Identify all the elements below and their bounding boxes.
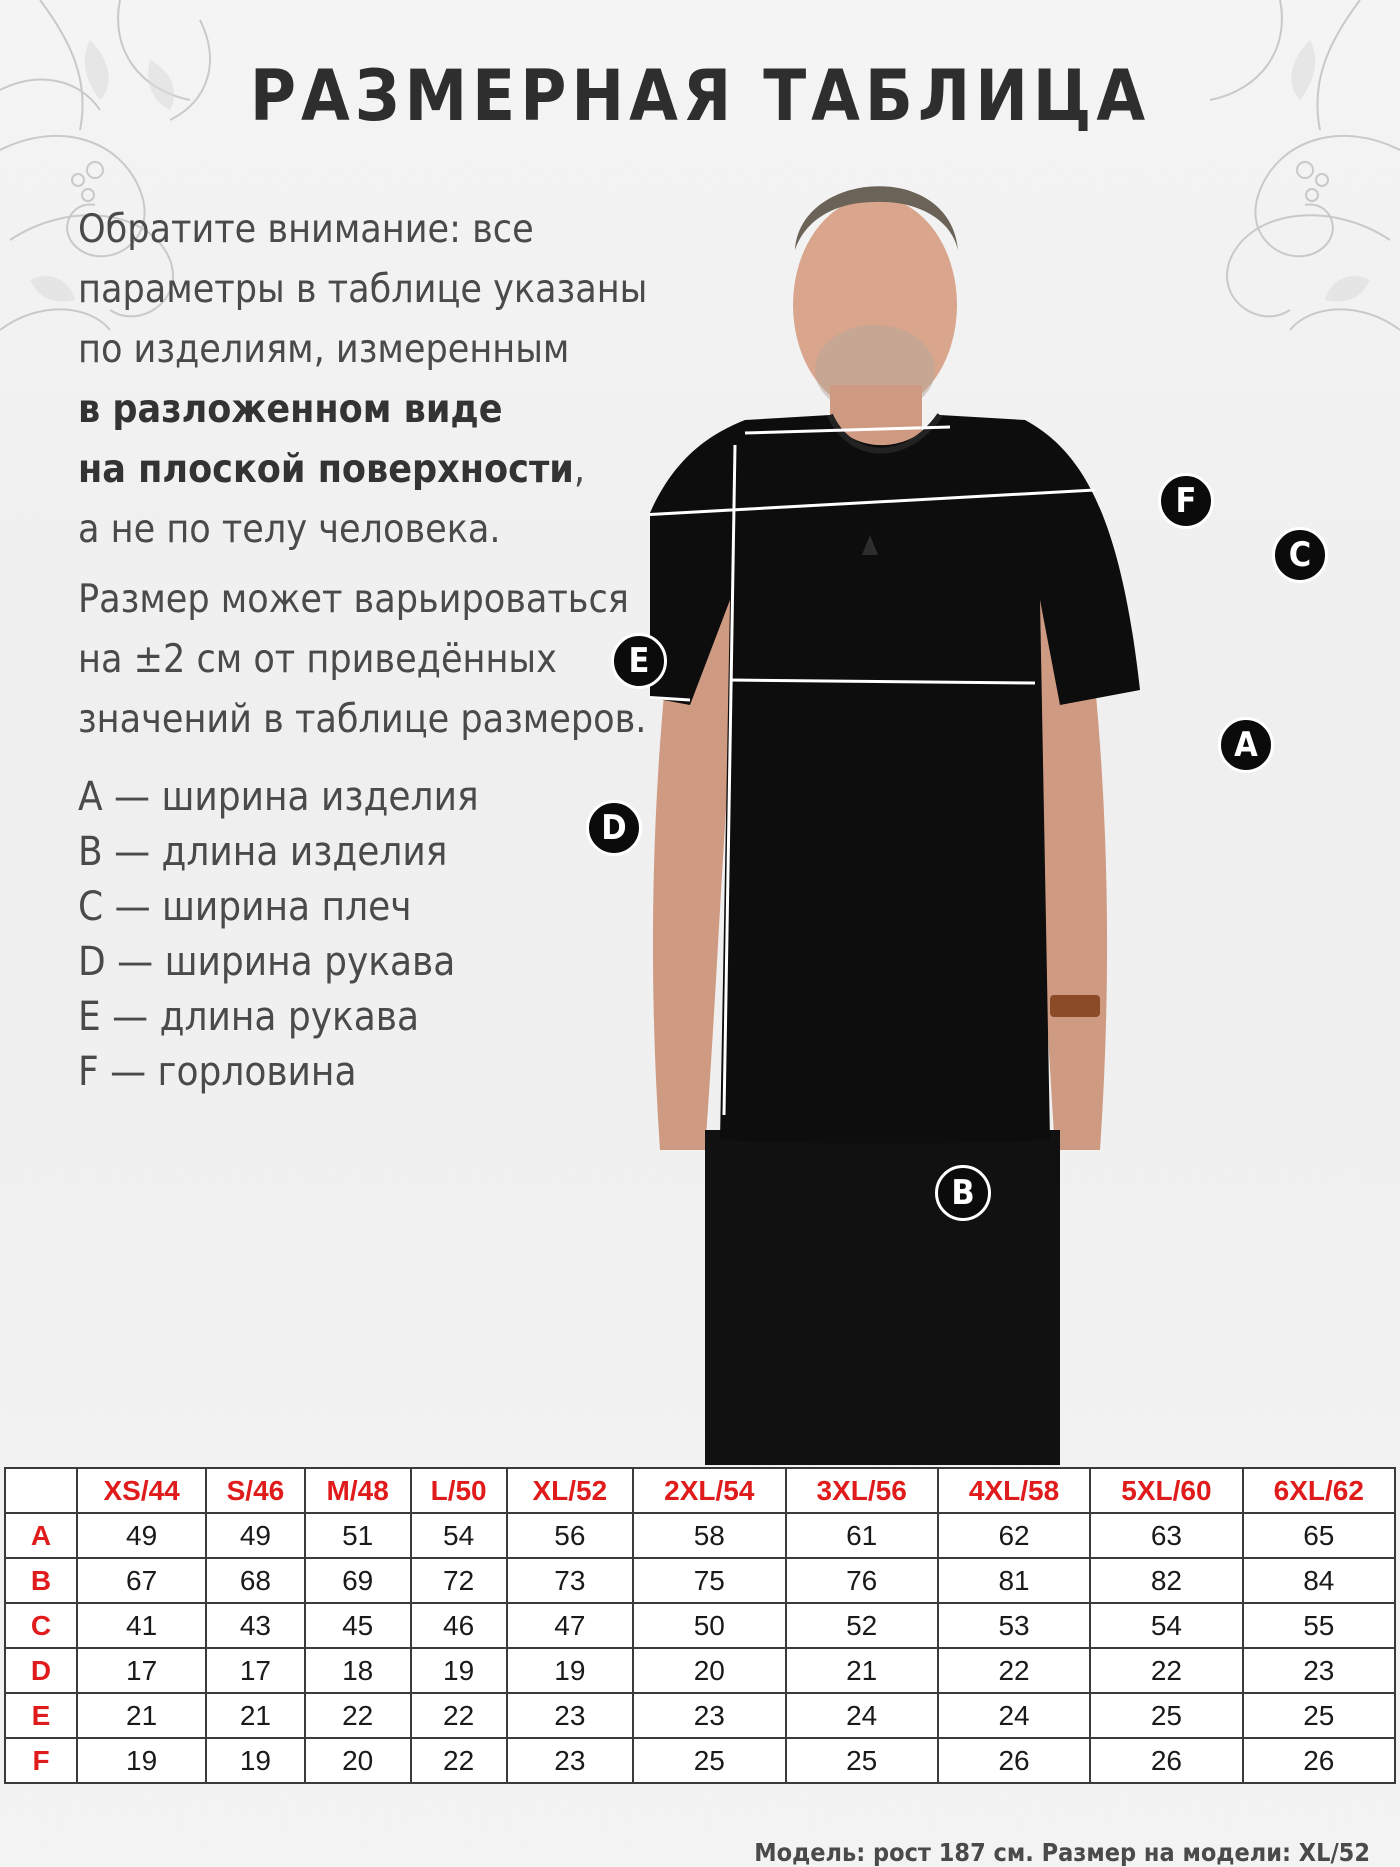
- table-cell: 49: [206, 1513, 304, 1558]
- table-cell: 19: [206, 1738, 304, 1783]
- measure-badge-a: A: [1218, 717, 1274, 773]
- legend-item-a: A — ширина изделия: [78, 774, 479, 820]
- table-row: [5, 1738, 1395, 1783]
- size-header-row: [5, 1468, 1395, 1513]
- measure-badge-e: E: [611, 633, 667, 689]
- size-table-body: [5, 1513, 1395, 1783]
- table-cell: 20: [305, 1738, 411, 1783]
- table-cell: 54: [1090, 1603, 1242, 1648]
- notice-line: Обратите внимание: все: [78, 207, 534, 252]
- size-header: L/50: [411, 1468, 507, 1513]
- notice-line-bold-wrap: [78, 440, 728, 500]
- table-cell: 82: [1090, 1558, 1242, 1603]
- table-cell: 26: [1090, 1738, 1242, 1783]
- table-cell: 21: [77, 1693, 206, 1738]
- size-header: 5XL/60: [1090, 1468, 1242, 1513]
- table-row: [5, 1558, 1395, 1603]
- table-cell: 23: [1243, 1648, 1395, 1693]
- table-row: [5, 1693, 1395, 1738]
- legend-item-e: E — длина рукава: [78, 994, 420, 1040]
- table-cell: 23: [633, 1693, 785, 1738]
- table-cell: 84: [1243, 1558, 1395, 1603]
- table-cell: 19: [411, 1648, 507, 1693]
- table-cell: 52: [786, 1603, 938, 1648]
- size-header: XL/52: [507, 1468, 634, 1513]
- table-cell: 47: [507, 1603, 634, 1648]
- table-cell: 21: [206, 1693, 304, 1738]
- row-label: D: [5, 1648, 77, 1693]
- legend-item-c: C — ширина плеч: [78, 884, 412, 930]
- table-cell: 69: [305, 1558, 411, 1603]
- measure-badge-d: D: [586, 800, 642, 856]
- notice-line-bold: в разложенном виде: [78, 387, 503, 432]
- table-cell: 61: [786, 1513, 938, 1558]
- table-cell: 45: [305, 1603, 411, 1648]
- table-cell: 22: [411, 1738, 507, 1783]
- table-cell: 54: [411, 1513, 507, 1558]
- table-cell: 49: [77, 1513, 206, 1558]
- legend-item-b: B — длина изделия: [78, 829, 448, 875]
- size-header: 6XL/62: [1243, 1468, 1395, 1513]
- table-cell: 25: [633, 1738, 785, 1783]
- table-cell: 46: [411, 1603, 507, 1648]
- table-cell: 68: [206, 1558, 304, 1603]
- table-cell: 72: [411, 1558, 507, 1603]
- tolerance-line: значений в таблице размеров.: [78, 697, 647, 742]
- table-cell: 24: [786, 1693, 938, 1738]
- size-header: M/48: [305, 1468, 411, 1513]
- table-row: [5, 1648, 1395, 1693]
- table-cell: 21: [786, 1648, 938, 1693]
- size-header: XS/44: [77, 1468, 206, 1513]
- table-cell: 76: [786, 1558, 938, 1603]
- table-cell: 17: [77, 1648, 206, 1693]
- table-row: [5, 1513, 1395, 1558]
- notice-line-bold: на плоской поверхности: [78, 447, 574, 492]
- table-cell: 18: [305, 1648, 411, 1693]
- size-header: S/46: [206, 1468, 304, 1513]
- table-cell: 81: [938, 1558, 1090, 1603]
- table-cell: 55: [1243, 1603, 1395, 1648]
- table-cell: 22: [411, 1693, 507, 1738]
- size-table: [4, 1467, 1396, 1784]
- table-cell: 25: [786, 1738, 938, 1783]
- table-cell: 22: [1090, 1648, 1242, 1693]
- row-label: E: [5, 1693, 77, 1738]
- table-cell: 41: [77, 1603, 206, 1648]
- measurement-legend: [78, 770, 479, 1100]
- table-cell: 20: [633, 1648, 785, 1693]
- table-cell: 75: [633, 1558, 785, 1603]
- table-cell: 24: [938, 1693, 1090, 1738]
- notice-line: а не по телу человека.: [78, 507, 501, 552]
- legend-item-f: F — горловина: [78, 1049, 357, 1095]
- row-label: B: [5, 1558, 77, 1603]
- size-header: 3XL/56: [786, 1468, 938, 1513]
- model-photo: [601, 130, 1400, 1465]
- table-cell: 19: [507, 1648, 634, 1693]
- table-cell: 67: [77, 1558, 206, 1603]
- measurement-notice: [78, 200, 728, 560]
- table-cell: 22: [305, 1693, 411, 1738]
- table-corner: [5, 1468, 77, 1513]
- table-cell: 26: [938, 1738, 1090, 1783]
- table-cell: 19: [77, 1738, 206, 1783]
- size-header: 4XL/58: [938, 1468, 1090, 1513]
- notice-line: параметры в таблице указаны: [78, 267, 648, 312]
- table-cell: 56: [507, 1513, 634, 1558]
- table-cell: 25: [1243, 1693, 1395, 1738]
- notice-line: по изделиям, измеренным: [78, 327, 570, 372]
- table-cell: 25: [1090, 1693, 1242, 1738]
- table-cell: 23: [507, 1738, 634, 1783]
- notice-line-suffix: ,: [573, 447, 586, 492]
- measure-badge-f: F: [1158, 473, 1214, 529]
- table-cell: 58: [633, 1513, 785, 1558]
- table-cell: 50: [633, 1603, 785, 1648]
- model-footnote: Модель: рост 187 см. Размер на модели: XL/52: [754, 1838, 1370, 1867]
- size-header: 2XL/54: [633, 1468, 785, 1513]
- watch: [1050, 995, 1100, 1017]
- table-cell: 43: [206, 1603, 304, 1648]
- row-label: A: [5, 1513, 77, 1558]
- table-cell: 22: [938, 1648, 1090, 1693]
- table-row: [5, 1603, 1395, 1648]
- table-cell: 53: [938, 1603, 1090, 1648]
- table-cell: 63: [1090, 1513, 1242, 1558]
- table-cell: 51: [305, 1513, 411, 1558]
- measure-badge-b: B: [935, 1165, 991, 1221]
- legend-item-d: D — ширина рукава: [78, 939, 456, 985]
- row-label: F: [5, 1738, 77, 1783]
- row-label: C: [5, 1603, 77, 1648]
- model-illustration: [650, 130, 1400, 1465]
- table-cell: 23: [507, 1693, 634, 1738]
- tolerance-line: Размер может варьироваться: [78, 577, 629, 622]
- tolerance-line: на ±2 см от приведённых: [78, 637, 557, 682]
- table-cell: 26: [1243, 1738, 1395, 1783]
- measure-badge-c: C: [1272, 527, 1328, 583]
- table-cell: 65: [1243, 1513, 1395, 1558]
- table-cell: 17: [206, 1648, 304, 1693]
- table-cell: 73: [507, 1558, 634, 1603]
- page-title: РАЗМЕРНАЯ ТАБЛИЦА: [249, 55, 1151, 137]
- table-cell: 62: [938, 1513, 1090, 1558]
